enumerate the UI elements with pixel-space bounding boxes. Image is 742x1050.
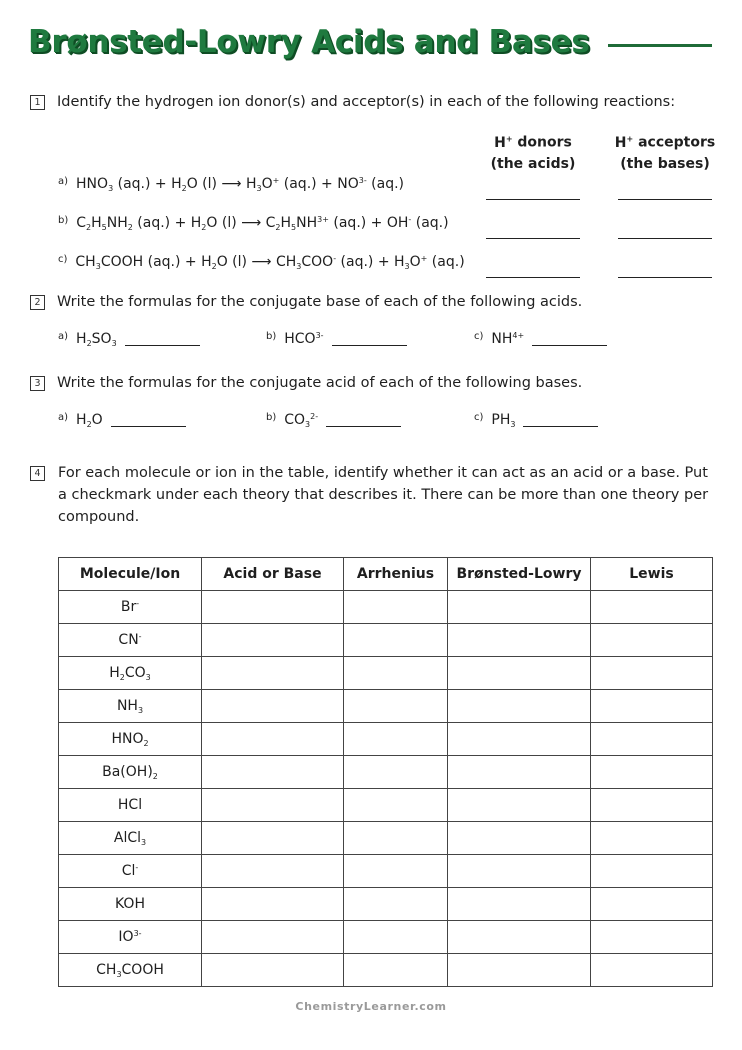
reaction-b-equation: $C_2H_5NH_2$ $(aq.) + H_2O$ (l) ⟶ $C_2H_5NH^{3+}$ (aq.) + OH- (aq.): [76, 215, 449, 232]
molecule-cell: KOH: [59, 888, 202, 921]
answer-cell[interactable]: [202, 591, 344, 624]
answer-cell[interactable]: [591, 624, 713, 657]
h-acceptors-header: [606, 128, 724, 175]
molecule-cell: $HNO_2$: [59, 723, 202, 756]
answer-cell[interactable]: [344, 756, 448, 789]
reaction-a-donor-blank[interactable]: [486, 199, 580, 200]
answer-cell[interactable]: [448, 690, 591, 723]
answer-cell[interactable]: [202, 954, 344, 987]
answer-cell[interactable]: [344, 954, 448, 987]
acid-item-a-label: a): [58, 331, 69, 342]
reaction-c-donor-blank[interactable]: [486, 277, 580, 278]
table-row: [59, 954, 713, 987]
answer-cell[interactable]: [344, 723, 448, 756]
answer-cell[interactable]: [448, 756, 591, 789]
answer-cell[interactable]: [448, 822, 591, 855]
acid-item-c-formula: $NH^{4+}$: [491, 331, 525, 347]
answer-cell[interactable]: [591, 921, 713, 954]
base-item-a: [58, 412, 186, 429]
molecule-cell: $CH_3COOH$: [59, 954, 202, 987]
question-4: [30, 462, 715, 528]
table-header-4: Lewis: [591, 558, 713, 591]
table-row: [59, 723, 713, 756]
question-number-4: 4: [30, 466, 45, 481]
question-1: [30, 91, 675, 113]
table-header-3: Brønsted-Lowry: [448, 558, 591, 591]
question-2-text: Write the formulas for the conjugate base of each of the following acids.: [57, 294, 583, 310]
answer-cell[interactable]: [448, 624, 591, 657]
answer-cell[interactable]: [202, 690, 344, 723]
answer-cell[interactable]: [202, 855, 344, 888]
table-header-1: Acid or Base: [202, 558, 344, 591]
answer-cell[interactable]: [591, 756, 713, 789]
answer-cell[interactable]: [591, 822, 713, 855]
answer-cell[interactable]: [202, 921, 344, 954]
answer-cell[interactable]: [202, 756, 344, 789]
table-row: [59, 657, 713, 690]
molecule-cell: $IO^{3-}$: [59, 921, 202, 954]
question-3-text: Write the formulas for the conjugate acid of each of the following bases.: [57, 375, 583, 391]
table-row: [59, 690, 713, 723]
reaction-c-acceptor-blank[interactable]: [618, 277, 712, 278]
base-item-b-label: b): [266, 412, 277, 423]
reaction-a-equation: $HNO_3$ $(aq.) + H_2O$ (l) ⟶ $H_3O^+$ $(aq.) + NO^{3-}$ (aq.): [76, 176, 405, 193]
answer-cell[interactable]: [202, 624, 344, 657]
footer-brand: ChemistryLearner.com: [295, 1000, 447, 1013]
donors-header-line1: donors: [517, 134, 572, 151]
molecule-cell: HCl: [59, 789, 202, 822]
question-2: [30, 291, 582, 313]
question-1-text: Identify the hydrogen ion donor(s) and acceptor(s) in each of the following reactions:: [57, 94, 676, 110]
reaction-b-label: b): [58, 215, 69, 226]
answer-cell[interactable]: [344, 855, 448, 888]
answer-cell[interactable]: [202, 723, 344, 756]
classification-table: [58, 557, 713, 987]
table-row: [59, 822, 713, 855]
answer-cell[interactable]: [344, 822, 448, 855]
answer-cell[interactable]: [344, 690, 448, 723]
acid-item-c-label: c): [474, 331, 484, 342]
answer-cell[interactable]: [591, 657, 713, 690]
answer-cell[interactable]: [344, 789, 448, 822]
answer-cell[interactable]: [202, 657, 344, 690]
acid-item-c-blank[interactable]: [532, 345, 607, 346]
answer-cell[interactable]: [591, 690, 713, 723]
molecule-cell: AlCl$_3$: [59, 822, 202, 855]
answer-cell[interactable]: [448, 657, 591, 690]
table-body: [59, 591, 713, 987]
answer-cell[interactable]: [591, 954, 713, 987]
molecule-cell: Cl-: [59, 855, 202, 888]
table-row: [59, 921, 713, 954]
base-item-b: [266, 412, 401, 429]
table-row: [59, 789, 713, 822]
acid-item-b-formula: $HCO^{3-}$: [284, 331, 324, 347]
answer-cell[interactable]: [591, 855, 713, 888]
answer-cell[interactable]: [448, 921, 591, 954]
reaction-b-acceptor-blank[interactable]: [618, 238, 712, 239]
molecule-cell: Br-: [59, 591, 202, 624]
answer-cell[interactable]: [202, 822, 344, 855]
answer-cell[interactable]: [448, 954, 591, 987]
acid-item-b-blank[interactable]: [332, 345, 407, 346]
answer-cell[interactable]: [344, 888, 448, 921]
answer-cell[interactable]: [202, 888, 344, 921]
answer-cell[interactable]: [448, 888, 591, 921]
base-item-a-formula: $H_2O$: [76, 412, 103, 429]
answer-cell[interactable]: [448, 789, 591, 822]
answer-cell[interactable]: [591, 723, 713, 756]
answer-cell[interactable]: [344, 591, 448, 624]
answer-cell[interactable]: [591, 591, 713, 624]
answer-cell[interactable]: [344, 657, 448, 690]
base-item-b-blank[interactable]: [326, 426, 401, 427]
molecule-cell: $Ba(OH)_2$: [59, 756, 202, 789]
acceptors-header-line1: acceptors: [638, 134, 716, 151]
base-item-c: [474, 412, 598, 429]
acid-item-c: [474, 331, 607, 347]
base-item-c-label: c): [474, 412, 484, 423]
table-row: [59, 756, 713, 789]
acid-item-a-formula: $H_2SO_3$: [76, 331, 117, 348]
reaction-c-equation: $CH_3COOH$ $(aq.) + H_2O$ (l) ⟶ $CH_3COO^-$ $(aq.) + H_3O^+$ (aq.): [75, 254, 465, 271]
answer-cell[interactable]: [591, 789, 713, 822]
acid-item-b-label: b): [266, 331, 277, 342]
base-item-c-blank[interactable]: [523, 426, 598, 427]
answer-cell[interactable]: [202, 789, 344, 822]
table-header-0: Molecule/Ion: [59, 558, 202, 591]
question-3: [30, 372, 582, 394]
question-4-text: For each molecule or ion in the table, identify whether it can act as an acid or a base. Put a checkmark under each theory that describes it. There can be more than one theory per compound.: [58, 465, 709, 525]
table-row: [59, 888, 713, 921]
h-donors-header: [478, 128, 588, 175]
base-item-b-formula: $CO_3^{2-}$: [284, 412, 319, 429]
table-header-row: [59, 558, 713, 591]
answer-cell[interactable]: [344, 624, 448, 657]
h-plus-label-acceptors: H+: [614, 134, 634, 151]
reaction-b-donor-blank[interactable]: [486, 238, 580, 239]
base-item-a-blank[interactable]: [111, 426, 186, 427]
reaction-b: [58, 215, 449, 232]
molecule-cell: $NH_3$: [59, 690, 202, 723]
table-row: [59, 624, 713, 657]
donors-header-line2: (the acids): [490, 155, 576, 172]
answer-cell[interactable]: [344, 921, 448, 954]
answer-cell[interactable]: [448, 591, 591, 624]
base-item-a-label: a): [58, 412, 69, 423]
molecule-cell: CN-: [59, 624, 202, 657]
table-row: [59, 855, 713, 888]
reaction-a-label: a): [58, 176, 69, 187]
answer-cell[interactable]: [448, 855, 591, 888]
question-number-1: 1: [30, 95, 45, 110]
reaction-c-label: c): [58, 254, 68, 265]
acid-item-a-blank[interactable]: [125, 345, 200, 346]
answer-cell[interactable]: [448, 723, 591, 756]
table-row: [59, 591, 713, 624]
reaction-a-acceptor-blank[interactable]: [618, 199, 712, 200]
acid-item-b: [266, 331, 407, 347]
answer-cell[interactable]: [591, 888, 713, 921]
reaction-c: [58, 254, 465, 271]
base-item-c-formula: $PH_3$: [491, 412, 516, 429]
h-plus-label-donors: H+: [494, 134, 513, 151]
reaction-a: [58, 176, 404, 193]
acid-item-a: [58, 331, 200, 348]
page-title: Brønsted-Lowry Acids and Bases: [28, 24, 590, 60]
question-number-3: 3: [30, 376, 45, 391]
molecule-cell: $H_2CO_3$: [59, 657, 202, 690]
title-rule: [608, 44, 712, 47]
acceptors-header-line2: (the bases): [620, 155, 710, 172]
table-header-2: Arrhenius: [344, 558, 448, 591]
question-number-2: 2: [30, 295, 45, 310]
